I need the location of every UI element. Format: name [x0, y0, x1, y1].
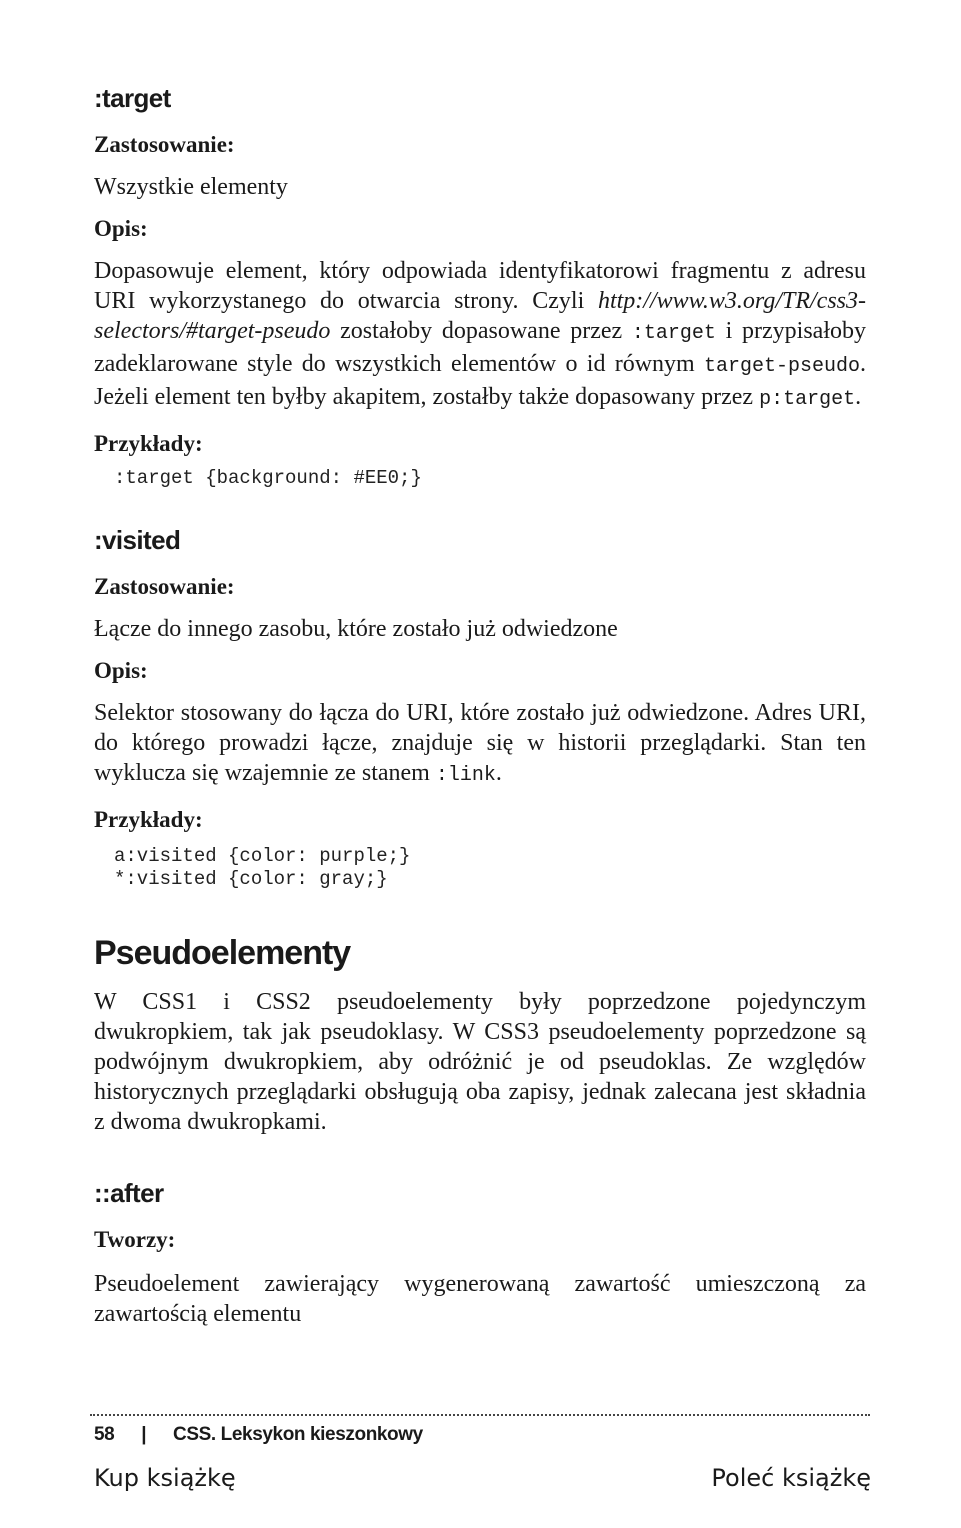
- visited-description: Selektor stosowany do łącza do URI, które zostało już odwiedzone. Adres URI, do którego prowadzi łącze, znajduje się w historii przeglądarki. Stan ten wyklucza się wzajemnie ze stanem :link.: [94, 700, 866, 787]
- target-examples-label: Przykłady:: [94, 431, 203, 456]
- recommend-book-link[interactable]: Poleć książkę: [711, 1464, 871, 1492]
- target-desc-label: Opis:: [94, 216, 148, 241]
- book-title: CSS. Leksykon kieszonkowy: [173, 1424, 423, 1445]
- footer-divider: [90, 1414, 870, 1416]
- pseudoelements-heading: Pseudoelementy: [94, 934, 351, 972]
- target-usage-text: Wszystkie elementy: [94, 174, 288, 200]
- after-heading: ::after: [94, 1178, 164, 1208]
- visited-examples-label: Przykłady:: [94, 807, 203, 832]
- page-number: 58: [94, 1424, 115, 1445]
- inline-code: target-pseudo: [703, 355, 860, 378]
- visited-desc-label: Opis:: [94, 658, 148, 683]
- visited-heading: :visited: [94, 525, 181, 555]
- after-creates-text: Pseudoelement zawierający wygenerowaną zawartość umieszczoną za zawartością elementu: [94, 1271, 866, 1327]
- visited-code-line-2: *:visited {color: gray;}: [114, 868, 388, 890]
- inline-code: :target: [631, 322, 716, 345]
- visited-usage-text: Łącze do innego zasobu, które zostało już odwiedzone: [94, 616, 618, 642]
- buy-book-link[interactable]: Kup książkę: [94, 1464, 236, 1492]
- pseudoelements-paragraph: W CSS1 i CSS2 pseudoelementy były poprzedzone pojedynczym dwukropkiem, tak jak pseudoklasy. W CSS3 pseudoelementy poprzedzone są podwójnym dwukropkiem, aby odróżnić je od pseudoklas. Ze względów historycznych przeglądarki obsługują oba zapisy, jednak zalecana jest składnia z dwoma dwukropkami.: [94, 989, 866, 1135]
- target-usage-label: Zastosowanie:: [94, 132, 235, 157]
- inline-code: p:target: [759, 388, 856, 411]
- visited-usage-label: Zastosowanie:: [94, 574, 235, 599]
- after-creates-label: Tworzy:: [94, 1227, 176, 1252]
- footer-separator: |: [141, 1424, 147, 1445]
- target-url: http://www.w3.org/TR/css3-selectors/#target-pseudo: [94, 288, 866, 344]
- inline-code: :link: [435, 764, 496, 787]
- page-footer: [94, 1424, 445, 1446]
- target-heading: :target: [94, 83, 171, 113]
- page-content: [94, 78, 866, 1329]
- target-code-example: :target {background: #EE0;}: [114, 467, 422, 489]
- target-description: Dopasowuje element, który odpowiada identyfikatorowi fragmentu z adresu URI wykorzystanego do otwarcia strony. Czyli http://www.w3.org/TR/css3-selectors/#target-pseudo zostałoby dopasowane przez :target i przypisałoby zadeklarowane style do wszystkich elementów o id równym target-pseudo. Jeżeli element ten byłby akapitem, zostałby także dopasowany przez p:target.: [94, 258, 867, 411]
- visited-code-line-1: a:visited {color: purple;}: [114, 845, 411, 867]
